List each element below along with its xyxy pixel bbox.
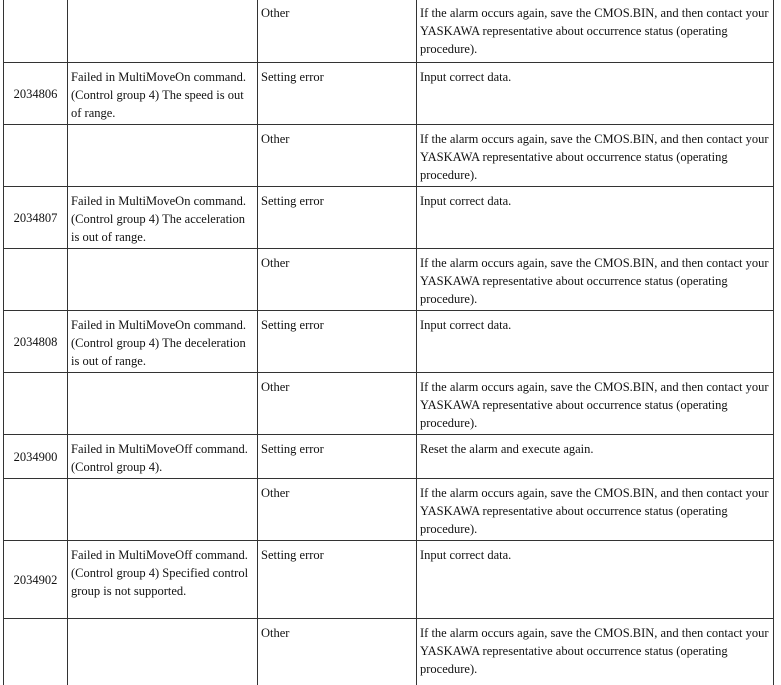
- description-cell: [68, 479, 258, 541]
- remedy-cell: Input correct data.: [417, 311, 774, 373]
- description-cell: Failed in MultiMoveOff command. (Control group 4) Specified control group is not supported.: [68, 541, 258, 619]
- alarm-code-cell: [4, 125, 68, 187]
- description-cell: [68, 125, 258, 187]
- alarm-table-body: [4, 0, 774, 685]
- description-cell: [68, 249, 258, 311]
- alarm-code-cell: [4, 0, 68, 63]
- table-row: [4, 0, 774, 63]
- remedy-cell: If the alarm occurs again, save the CMOS.BIN, and then contact your YASKAWA representative about occurrence status (operating procedure).: [417, 249, 774, 311]
- cause-cell: Other: [258, 373, 417, 435]
- cause-cell: Setting error: [258, 435, 417, 479]
- cause-cell: Setting error: [258, 187, 417, 249]
- alarm-code-cell: 2034902: [4, 541, 68, 619]
- table-row: [4, 373, 774, 435]
- cause-cell: Other: [258, 249, 417, 311]
- remedy-cell: Reset the alarm and execute again.: [417, 435, 774, 479]
- cause-cell: Other: [258, 479, 417, 541]
- remedy-cell: Input correct data.: [417, 541, 774, 619]
- alarm-code-cell: [4, 619, 68, 685]
- alarm-table: [3, 0, 774, 685]
- table-row: [4, 311, 774, 373]
- description-cell: Failed in MultiMoveOn command. (Control group 4) The speed is out of range.: [68, 63, 258, 125]
- table-row: [4, 435, 774, 479]
- description-cell: [68, 373, 258, 435]
- cause-cell: Setting error: [258, 541, 417, 619]
- cause-cell: Setting error: [258, 63, 417, 125]
- description-cell: [68, 0, 258, 63]
- remedy-cell: If the alarm occurs again, save the CMOS.BIN, and then contact your YASKAWA representative about occurrence status (operating procedure).: [417, 125, 774, 187]
- description-cell: Failed in MultiMoveOn command. (Control group 4) The deceleration is out of range.: [68, 311, 258, 373]
- remedy-cell: Input correct data.: [417, 187, 774, 249]
- alarm-code-cell: 2034808: [4, 311, 68, 373]
- alarm-code-cell: 2034807: [4, 187, 68, 249]
- remedy-cell: Input correct data.: [417, 63, 774, 125]
- description-cell: Failed in MultiMoveOff command. (Control group 4).: [68, 435, 258, 479]
- table-row: [4, 249, 774, 311]
- cause-cell: Other: [258, 0, 417, 63]
- table-row: [4, 479, 774, 541]
- alarm-code-cell: 2034900: [4, 435, 68, 479]
- table-row: [4, 187, 774, 249]
- alarm-code-cell: [4, 373, 68, 435]
- remedy-cell: If the alarm occurs again, save the CMOS.BIN, and then contact your YASKAWA representative about occurrence status (operating procedure).: [417, 479, 774, 541]
- alarm-code-cell: [4, 249, 68, 311]
- remedy-cell: If the alarm occurs again, save the CMOS.BIN, and then contact your YASKAWA representative about occurrence status (operating procedure).: [417, 0, 774, 63]
- table-row: [4, 125, 774, 187]
- alarm-code-cell: 2034806: [4, 63, 68, 125]
- table-row: [4, 63, 774, 125]
- remedy-cell: If the alarm occurs again, save the CMOS.BIN, and then contact your YASKAWA representative about occurrence status (operating procedure).: [417, 619, 774, 685]
- remedy-cell: If the alarm occurs again, save the CMOS.BIN, and then contact your YASKAWA representative about occurrence status (operating procedure).: [417, 373, 774, 435]
- description-cell: [68, 619, 258, 685]
- cause-cell: Other: [258, 619, 417, 685]
- table-row: [4, 619, 774, 685]
- cause-cell: Other: [258, 125, 417, 187]
- cause-cell: Setting error: [258, 311, 417, 373]
- alarm-code-cell: [4, 479, 68, 541]
- table-row: [4, 541, 774, 619]
- description-cell: Failed in MultiMoveOn command. (Control group 4) The acceleration is out of range.: [68, 187, 258, 249]
